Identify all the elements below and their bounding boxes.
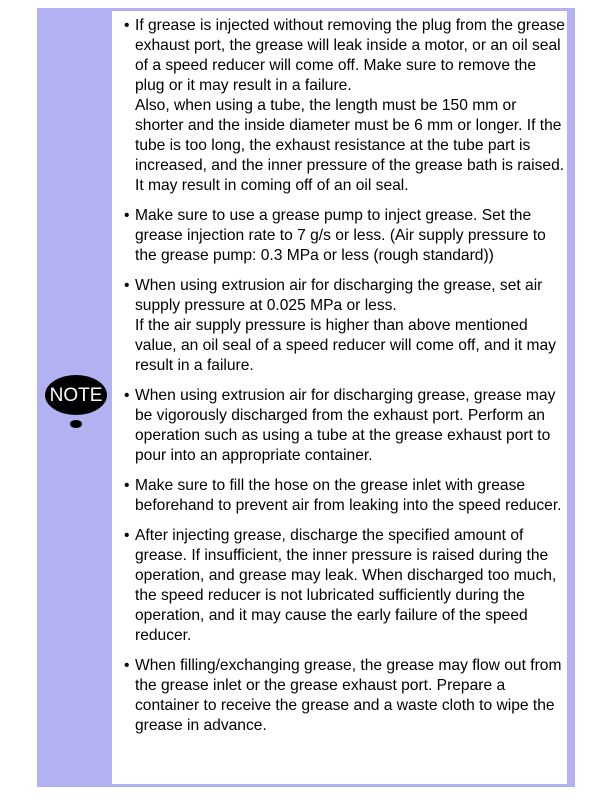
- bullet-paragraph: • When filling/exchanging grease, the grease may flow out from the grease inlet or the grease exhaust port. Prepare a container to receive the grease and a waste cloth to wipe the grease in advance.: [135, 657, 562, 734]
- bullet-list: [124, 16, 568, 746]
- bullet-paragraph: • After injecting grease, discharge the specified amount of grease. If insufficient, the inner pressure is raised during the operation, and grease may leak. When discharged too much, the speed reducer is not lubricated sufficiently during the operation, and it may cause the early failure of the speed reducer.: [135, 527, 557, 644]
- bullet-paragraph: • Make sure to fill the hose on the grease inlet with grease beforehand to prevent air from leaking into the speed reducer.: [135, 477, 562, 514]
- bullet-item: [124, 476, 568, 516]
- bullet-paragraph: If the air supply pressure is higher than above mentioned value, an oil seal of a speed reducer will come off, and it may result in a failure.: [135, 317, 556, 374]
- note-box: [37, 8, 575, 787]
- bullet-paragraph: • When using extrusion air for discharging grease, grease may be vigorously discharged from the exhaust port. Perform an operation such as using a tube at the grease exhaust port to pour into an appropriate container.: [135, 387, 556, 464]
- bullet-item: [124, 656, 568, 736]
- note-label: NOTE: [49, 385, 103, 406]
- bullet-paragraph: • Make sure to use a grease pump to inject grease. Set the grease injection rate to 7 g/s or less. (Air supply pressure to the grease pump: 0.3 MPa or less (rough standard)): [135, 207, 546, 264]
- bullet-item: [124, 276, 568, 376]
- bullet-paragraph: Also, when using a tube, the length must be 150 mm or shorter and the inside diameter must be 6 mm or longer. If the tube is too long, the exhaust resistance at the tube part is increased, and the inner pressure of the grease bath is raised. It may result in coming off of an oil seal.: [135, 97, 565, 194]
- bullet-item: [124, 206, 568, 266]
- note-content: [112, 11, 567, 784]
- bullet-item: [124, 526, 568, 646]
- bullet-item: [124, 386, 568, 466]
- note-icon: [44, 368, 108, 434]
- bullet-paragraph: • When using extrusion air for discharging the grease, set air supply pressure at 0.025 MPa or less.: [135, 277, 543, 314]
- bullet-paragraph: • If grease is injected without removing the plug from the grease exhaust port, the grease will leak inside a motor, or an oil seal of a speed reducer will come off. Make sure to remove the plug or it may result in a failure.: [135, 17, 565, 94]
- bullet-item: [124, 16, 568, 196]
